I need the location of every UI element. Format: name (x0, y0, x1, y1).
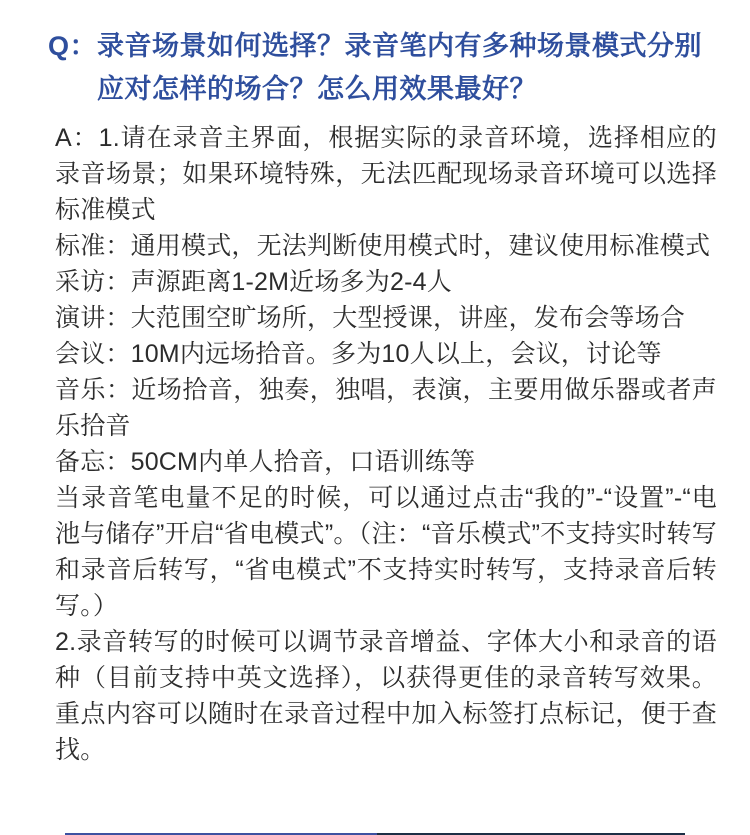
faq-answer (55, 120, 716, 768)
answer-paragraph: A：1.请在录音主界面，根据实际的录音环境，选择相应的录音场景；如果环境特殊，无法匹配现场录音环境可以选择标准模式 (55, 124, 717, 224)
answer-paragraph: 演讲：大范围空旷场所，大型授课，讲座，发布会等场合 (55, 304, 686, 332)
faq-question (48, 25, 716, 111)
answer-paragraph: 备忘：50CM内单人拾音，口语训练等 (55, 448, 476, 476)
answer-paragraph: 2.录音转写的时候可以调节录音增益、字体大小和录音的语种（目前支持中英文选择），以获得更佳的录音转写效果。重点内容可以随时在录音过程中加入标签打点标记，便于查找。 (55, 628, 717, 764)
answer-paragraph: 音乐：近场拾音，独奏，独唱，表演，主要用做乐器或者声乐拾音 (55, 376, 717, 440)
answer-paragraph: 标准：通用模式，无法判断使用模式时，建议使用标准模式 (55, 232, 711, 260)
answer-paragraph: 会议：10M内远场拾音。多为10人以上，会议，讨论等 (55, 340, 662, 368)
answer-paragraph: 当录音笔电量不足的时候，可以通过点击“我的”-“设置”-“电池与储存”开启“省电模式”。（注：“音乐模式”不支持实时转写和录音后转写，“省电模式”不支持实时转写，支持录音后转写。） (55, 484, 717, 620)
question-text: 录音场景如何选择？录音笔内有多种场景模式分别应对怎样的场合？怎么用效果最好？ (97, 31, 703, 104)
answer-paragraph: 采访：声源距离1-2M近场多为2-4人 (55, 268, 452, 296)
question-prefix-label: Q： (48, 31, 98, 61)
